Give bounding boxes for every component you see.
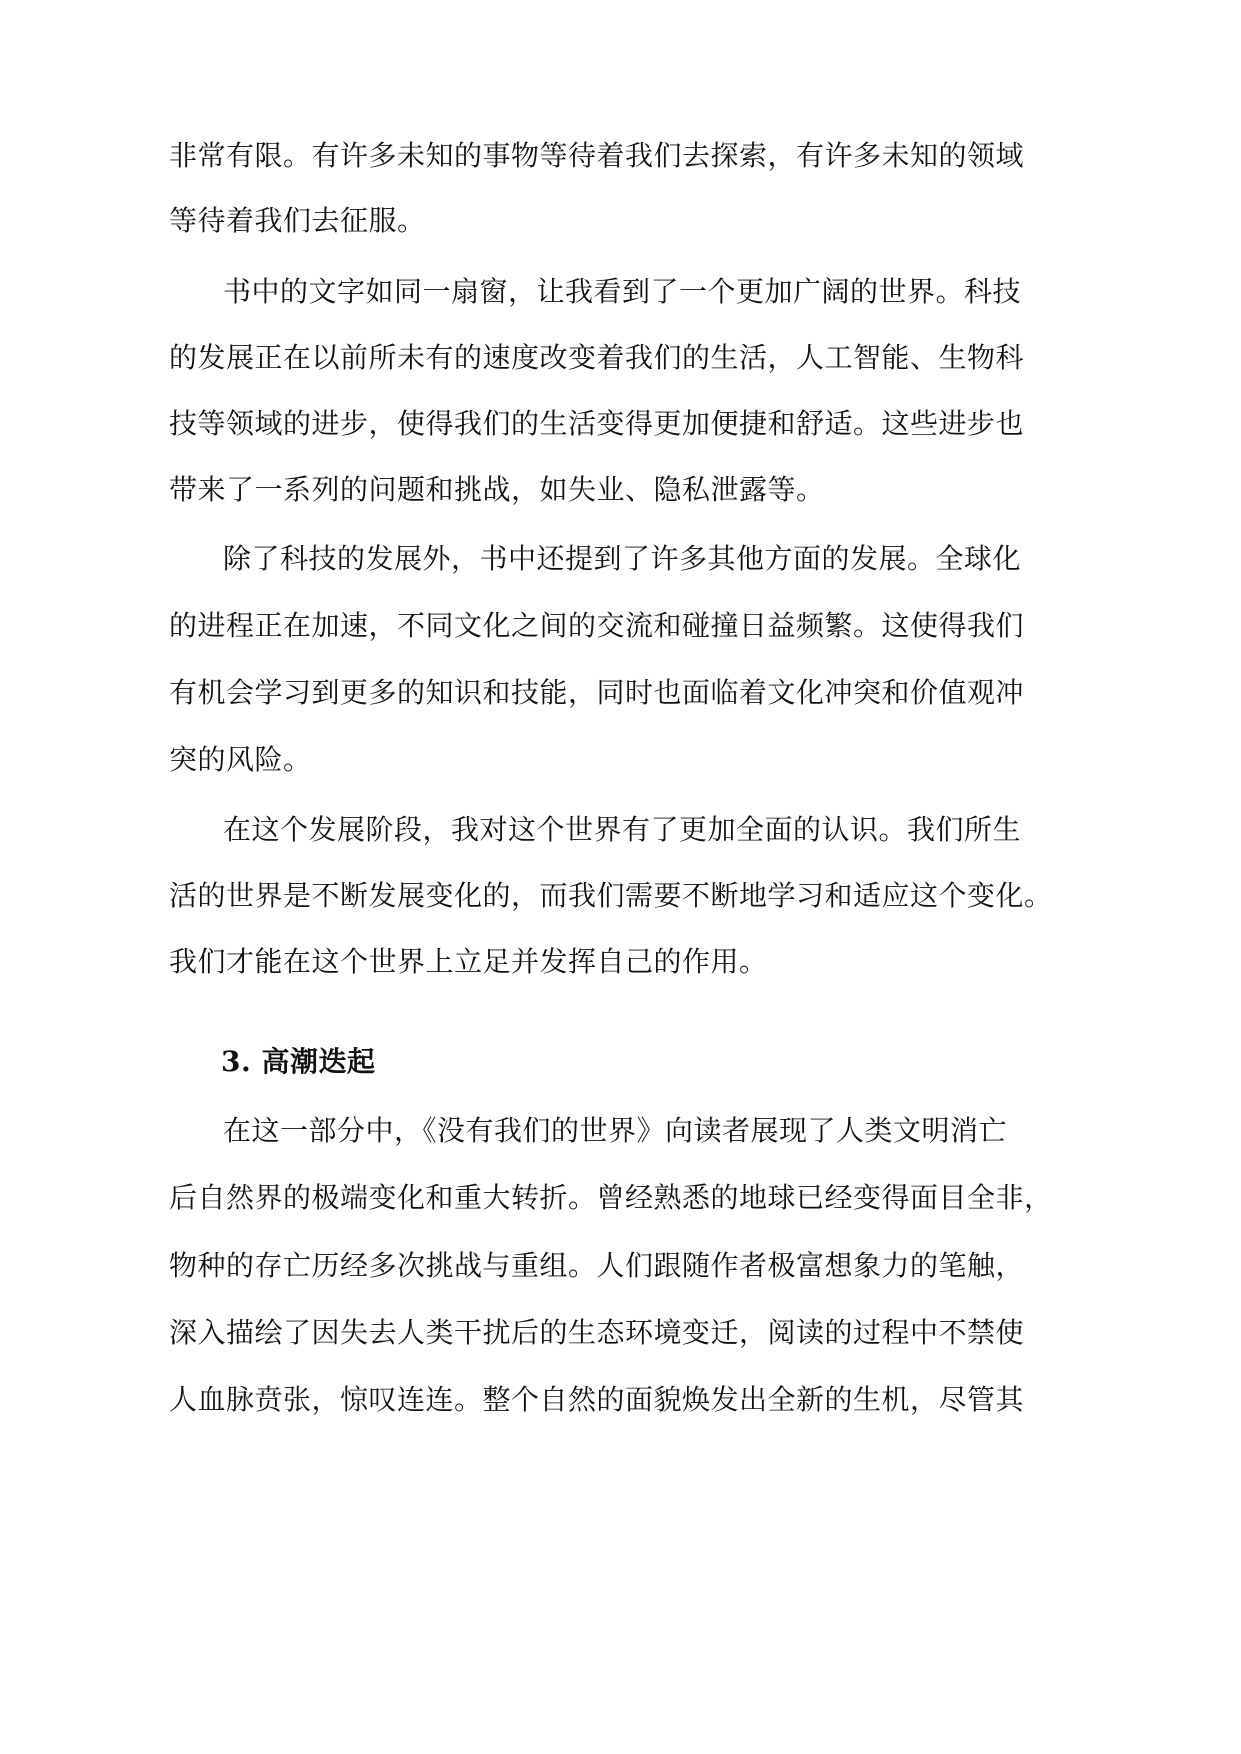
body-text-line: 技等领域的进步，使得我们的生活变得更加便捷和舒适。这些进步也 (169, 407, 1025, 440)
paragraph-first-line: 书中的文字如同一扇窗，让我看到了一个更加广阔的世界。科技 (223, 275, 1022, 308)
body-text-line: 活的世界是不断发展变化的，而我们需要不断地学习和适应这个变化。 (169, 879, 1053, 912)
body-text-line: 等待着我们去征服。 (169, 204, 426, 237)
body-text-line: 的发展正在以前所未有的速度改变着我们的生活，人工智能、生物科 (169, 341, 1025, 374)
body-text-line: 带来了一系列的问题和挑战，如失业、隐私泄露等。 (169, 473, 825, 506)
paragraph-first-line: 除了科技的发展外，书中还提到了许多其他方面的发展。全球化 (223, 542, 1022, 575)
body-text-line: 突的风险。 (169, 743, 312, 776)
body-text-line: 人血脉贲张，惊叹连连。整个自然的面貌焕发出全新的生机，尽管其 (169, 1383, 1025, 1416)
body-text-line: 深入描绘了因失去人类干扰后的生态环境变迁，阅读的过程中不禁使 (169, 1316, 1025, 1349)
paragraph-first-line: 在这一部分中，《没有我们的世界》向读者展现了人类文明消亡 (223, 1114, 1008, 1147)
paragraph-first-line: 在这个发展阶段，我对这个世界有了更加全面的认识。我们所生 (223, 813, 1022, 846)
body-text-line: 的进程正在加速，不同文化之间的交流和碰撞日益频繁。这使得我们 (169, 609, 1025, 642)
body-text-line: 非常有限。有许多未知的事物等待着我们去探索，有许多未知的领域 (169, 139, 1025, 172)
body-text-line: 物种的存亡历经多次挑战与重组。人们跟随作者极富想象力的笔触， (169, 1249, 1025, 1282)
body-text-line: 后自然界的极端变化和重大转折。曾经熟悉的地球已经变得面目全非， (169, 1181, 1053, 1214)
body-text-line: 有机会学习到更多的知识和技能，同时也面临着文化冲突和价值观冲 (169, 676, 1025, 709)
body-text-line: 我们才能在这个世界上立足并发挥自己的作用。 (169, 945, 768, 978)
section-heading: 3. 高潮迭起 (221, 1045, 376, 1078)
